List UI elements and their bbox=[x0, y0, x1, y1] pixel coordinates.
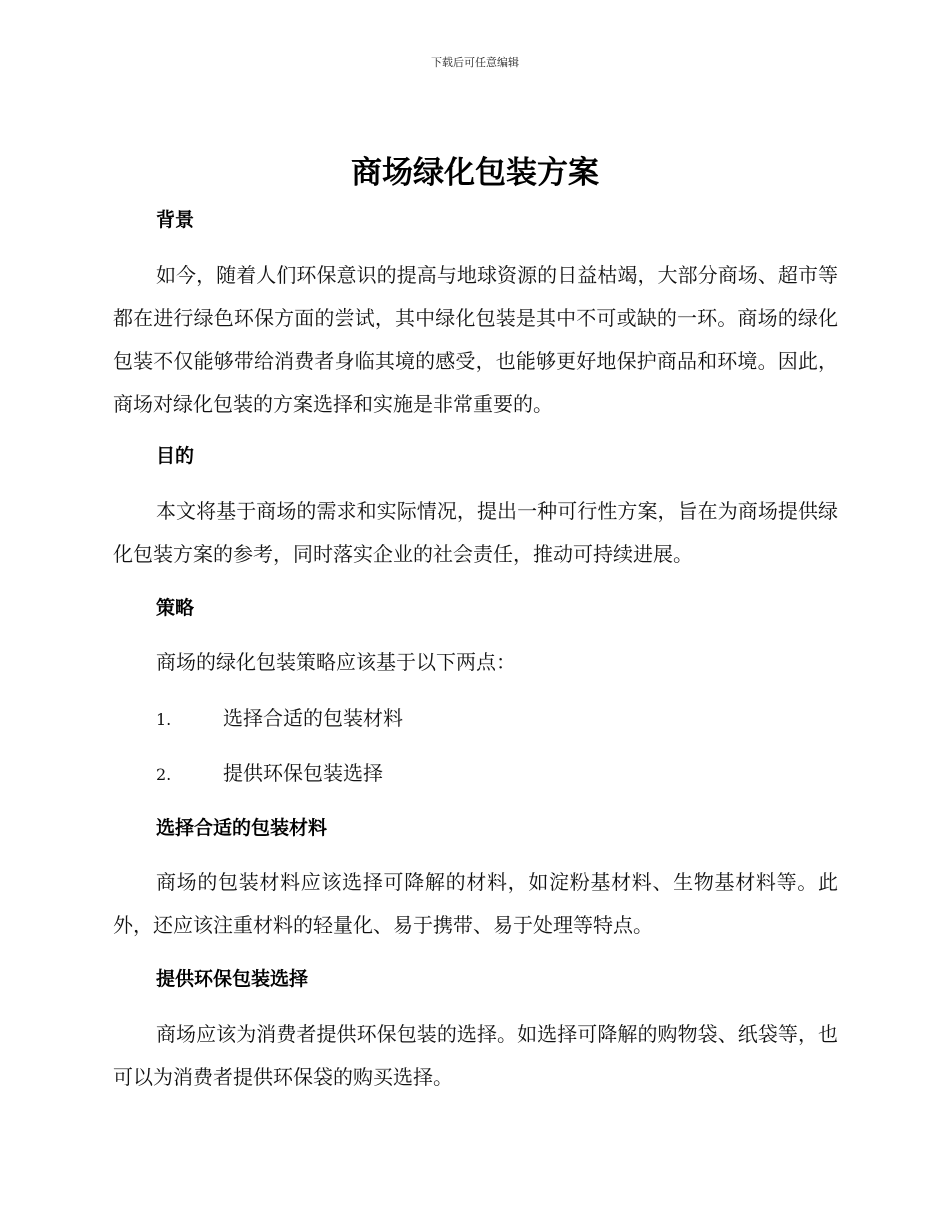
section-heading-background: 背景 bbox=[156, 209, 195, 231]
paragraph-options: 商场应该为消费者提供环保包装的选择。如选择可降解的购物袋、纸袋等，也可以为消费者提供环保袋的购买选择。 bbox=[113, 1022, 838, 1089]
list-item bbox=[156, 758, 383, 790]
paragraph-materials: 商场的包装材料应该选择可降解的材料，如淀粉基材料、生物基材料等。此外，还应该注重材料的轻量化、易于携带、易于处理等特点。 bbox=[113, 870, 838, 937]
section-heading-strategy: 策略 bbox=[156, 597, 195, 619]
section-heading-materials: 选择合适的包装材料 bbox=[156, 817, 328, 839]
list-item bbox=[156, 703, 403, 735]
list-item-number: 1. bbox=[156, 710, 172, 729]
list-item-text: 选择合适的包装材料 bbox=[223, 706, 403, 730]
header-note: 下载后可任意编辑 bbox=[431, 56, 519, 69]
list-item-text: 提供环保包装选择 bbox=[223, 761, 383, 785]
paragraph-purpose: 本文将基于商场的需求和实际情况，提出一种可行性方案，旨在为商场提供绿化包装方案的参考，同时落实企业的社会责任，推动可持续进展。 bbox=[113, 499, 838, 566]
paragraph-strategy-intro: 商场的绿化包装策略应该基于以下两点： bbox=[156, 650, 516, 674]
document-title: 商场绿化包装方案 bbox=[351, 155, 599, 191]
list-item-number: 2. bbox=[156, 765, 172, 784]
section-heading-options: 提供环保包装选择 bbox=[156, 968, 309, 990]
paragraph-background: 如今，随着人们环保意识的提高与地球资源的日益枯竭，大部分商场、超市等都在进行绿色环保方面的尝试，其中绿化包装是其中不可或缺的一环。商场的绿化包装不仅能够带给消费者身临其境的感受，也能够更好地保护商品和环境。因此，商场对绿化包装的方案选择和实施是非常重要的。 bbox=[113, 263, 838, 416]
section-heading-purpose: 目的 bbox=[156, 445, 195, 467]
